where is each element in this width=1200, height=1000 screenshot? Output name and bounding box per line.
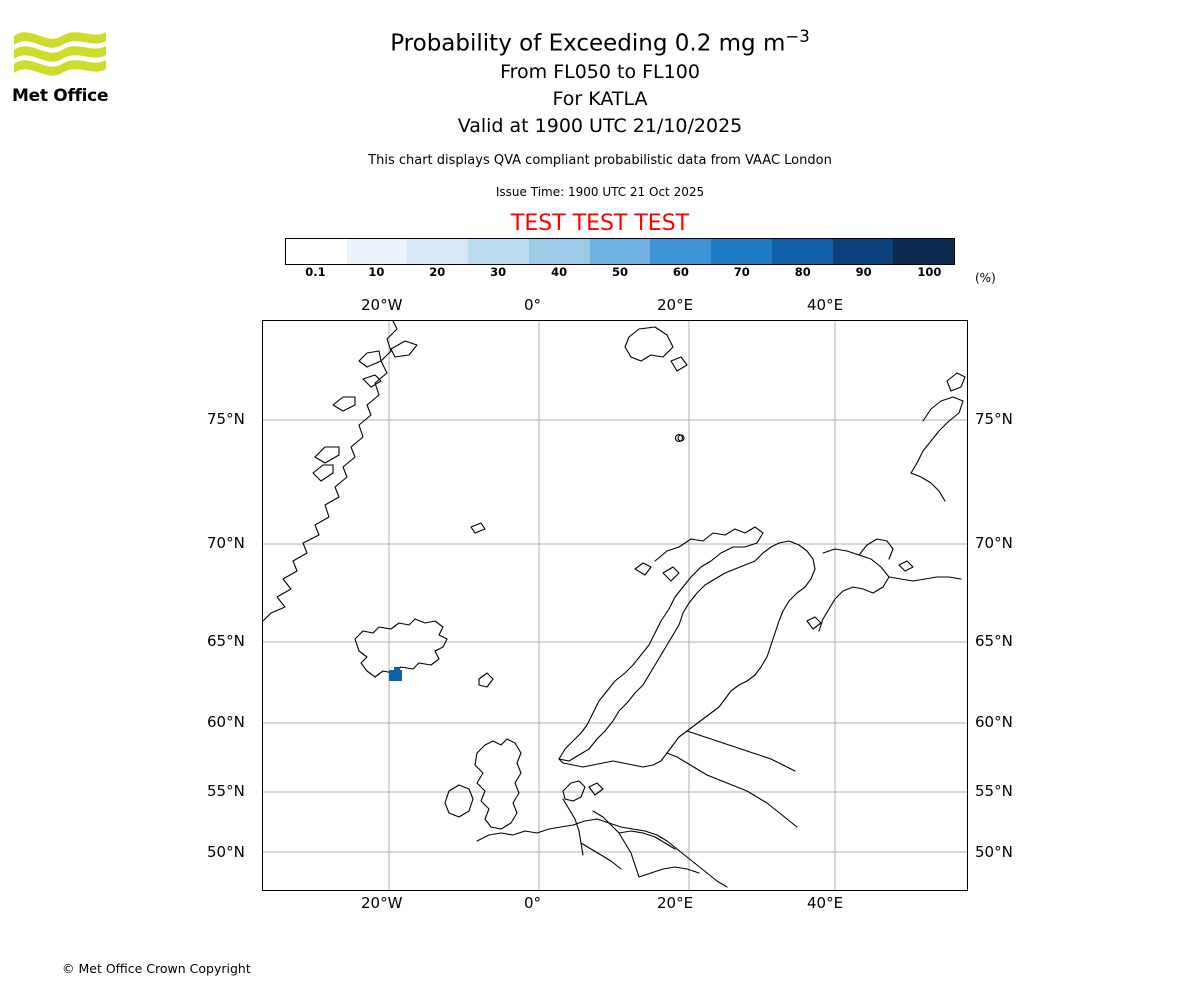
colorbar-tick-1: 10 — [368, 265, 385, 279]
map-svg — [263, 321, 967, 890]
lon-label-top-3: 40°E — [807, 296, 844, 314]
lon-label-bottom-2: 20°E — [657, 894, 694, 912]
lat-label-left-0: 75°N — [207, 410, 245, 428]
lon-label-bottom-0: 20°W — [361, 894, 403, 912]
lat-label-left-5: 50°N — [207, 843, 245, 861]
lon-label-bottom-1: 0° — [524, 894, 542, 912]
colorbar-segment-7 — [711, 239, 772, 264]
colorbar-tick-5: 50 — [611, 265, 629, 279]
lat-label-right-4: 55°N — [975, 782, 1013, 800]
colorbar-segment-2 — [407, 239, 468, 264]
lon-label-top-0: 20°W — [361, 296, 403, 314]
page-title — [0, 22, 1200, 59]
colorbar-tick-labels — [285, 265, 955, 281]
chart-titles — [0, 22, 1200, 238]
colorbar-tick-9: 90 — [855, 265, 872, 279]
map-canvas[interactable] — [262, 320, 968, 891]
colorbar-segment-6 — [650, 239, 711, 264]
colorbar-segment-4 — [529, 239, 590, 264]
colorbar-tick-2: 20 — [429, 265, 446, 279]
lat-label-left-1: 70°N — [207, 534, 245, 552]
lon-label-top-2: 20°E — [657, 296, 694, 314]
lat-label-left-4: 55°N — [207, 782, 245, 800]
colorbar-tick-7: 70 — [733, 265, 750, 279]
ash-plume-overlay — [389, 667, 402, 681]
map-gridlines — [263, 321, 967, 890]
page-title-text: Probability of Exceeding 0.2 mg m — [390, 30, 786, 57]
lat-label-right-0: 75°N — [975, 410, 1013, 428]
valid-time-label: Valid at 1900 UTC 21/10/2025 — [457, 114, 743, 137]
qva-note: This chart displays QVA compliant probabilistic data from VAAC London — [368, 152, 832, 168]
lat-label-left-2: 65°N — [207, 632, 245, 650]
lat-label-right-3: 60°N — [975, 713, 1013, 731]
colorbar-segment-10 — [893, 239, 954, 264]
lon-label-top-1: 0° — [524, 296, 542, 314]
flight-level-label: From FL050 to FL100 — [500, 60, 700, 83]
colorbar-unit-label: (%) — [975, 271, 996, 285]
coastlines — [263, 321, 965, 887]
page-title-exponent: −3 — [785, 27, 810, 46]
lat-label-left-3: 60°N — [207, 713, 245, 731]
copyright-notice: © Met Office Crown Copyright — [62, 961, 251, 976]
lat-label-right-5: 50°N — [975, 843, 1013, 861]
lat-label-right-1: 70°N — [975, 534, 1013, 552]
colorbar-segment-8 — [772, 239, 833, 264]
probability-colorbar — [285, 238, 955, 279]
test-banner: TEST TEST TEST — [510, 210, 690, 236]
colorbar-tick-3: 30 — [490, 265, 507, 279]
colorbar-segment-3 — [468, 239, 529, 264]
met-office-logo-text: Met Office — [12, 86, 109, 106]
colorbar-tick-10: 100 — [917, 265, 942, 279]
colorbar-tick-6: 60 — [672, 265, 689, 279]
colorbar-segment-0 — [286, 239, 347, 264]
colorbar-tick-0: 0.1 — [305, 265, 326, 279]
lon-label-bottom-3: 40°E — [807, 894, 844, 912]
volcano-label: For KATLA — [552, 87, 648, 110]
colorbar-segment-1 — [347, 239, 408, 264]
issue-time-label: Issue Time: 1900 UTC 21 Oct 2025 — [495, 184, 705, 199]
colorbar-tick-8: 80 — [794, 265, 811, 279]
colorbar-gradient — [285, 238, 955, 265]
lat-label-right-2: 65°N — [975, 632, 1013, 650]
colorbar-segment-9 — [833, 239, 894, 264]
colorbar-segment-5 — [590, 239, 651, 264]
colorbar-tick-4: 40 — [551, 265, 568, 279]
